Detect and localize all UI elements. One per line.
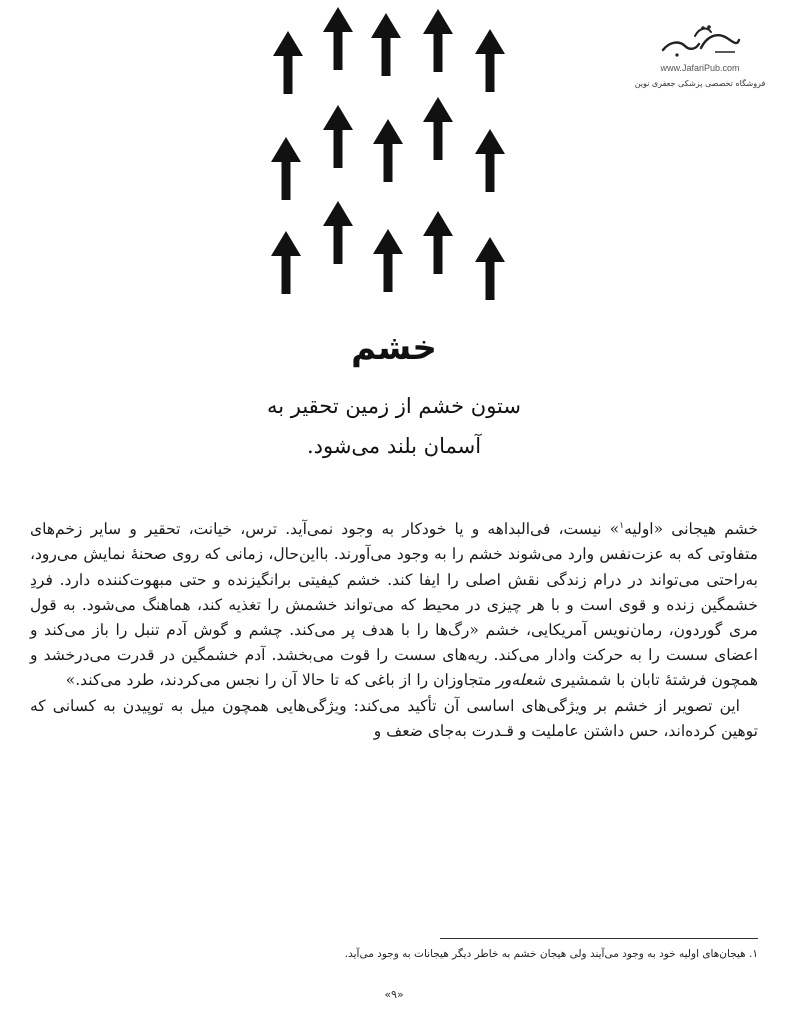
arrow-up-icon xyxy=(323,7,353,70)
arrow-up-icon xyxy=(423,9,453,72)
page-number: «۹» xyxy=(384,988,404,1001)
arrow-up-icon xyxy=(323,201,353,264)
paragraph: خشم هیجانی «اولیه$^۱$» نیست، فی‌البداهه و یا خودکار به وجود نمی‌آید. ترس، خیانت، تحقیر و سایر زخم‌های متفاوتی که به عزت‌نفس وارد می‌شوند خشم را به وجود می‌آورند. بااین‌حال، زمانی که روی صحنهٔ نمایش می‌رود، به‌راحتی می‌تواند در درام زندگی نقش اصلی را ایفا کند. خشم کیفیتی برانگیزنده و حتی مبهوت‌کننده دارد. فردِ خشمگین زنده و قوی است و با هر چیزی در محیط که می‌تواند خشمش را تغذیه کند، هماهنگ می‌شود. به قول مری گوردون، رمان‌نویس آمریکایی، خشم «رگ‌ها را با هدف پر می‌کند. چشم و گوش آدم تنبل را باز می‌کند و اعضای سست را به حرکت وادار می‌کند. ریه‌های سست را قوت می‌بخشد. آدم خشمگین در قدرت می‌درخشد و همچون فرشتهٔ تابان با شمشیری شعله‌ور متجاوزان را از باغی که تا حالا آن را نجس می‌کردند، طرد می‌کند.» xyxy=(30,520,758,690)
arrow-up-icon xyxy=(323,105,353,168)
italic-word: شعله‌ور xyxy=(496,671,546,690)
jafaripub-logo-icon xyxy=(655,22,745,62)
arrow-up-icon xyxy=(475,29,505,92)
logo-url[interactable]: www.JafariPub.com xyxy=(660,63,740,73)
arrow-up-icon xyxy=(373,119,403,182)
chapter-subtitle xyxy=(0,386,788,466)
arrow-up-icon xyxy=(423,97,453,160)
arrow-up-icon xyxy=(273,31,303,94)
arrow-up-icon xyxy=(371,13,401,76)
logo-caption: فروشگاه تخصصی پزشکی جعفری نوین xyxy=(634,79,766,88)
arrow-up-icon xyxy=(373,229,403,292)
arrow-up-icon xyxy=(271,137,301,200)
arrow-up-icon xyxy=(423,211,453,274)
arrow-up-icon xyxy=(475,237,505,300)
arrow-up-icon xyxy=(475,129,505,192)
paragraph: این تصویر از خشم بر ویژگی‌های اساسی آن تأکید می‌کند: ویژگی‌هایی همچون میل به توپیدن به کسانی که توهین کرده‌اند، حس داشتن عاملیت و قـدرت به‌جای ضعف و xyxy=(30,696,758,740)
footnote: ۱. هیجان‌های اولیه خود به وجود می‌آیند ولی هیجان خشم به خاطر دیگر هیجانات به وجود می‌آید. xyxy=(344,948,758,960)
chapter-title: خشم xyxy=(351,328,437,368)
footnote-divider xyxy=(440,938,758,939)
footnote-reference[interactable]: ۱ xyxy=(619,521,625,531)
body-text xyxy=(30,514,758,744)
subtitle-line-2: آسمان بلند می‌شود. xyxy=(306,434,482,458)
subtitle-line-1: ستون خشم از زمین تحقیر به xyxy=(266,394,521,418)
publisher-logo[interactable] xyxy=(630,20,770,100)
arrow-up-icon xyxy=(271,231,301,294)
